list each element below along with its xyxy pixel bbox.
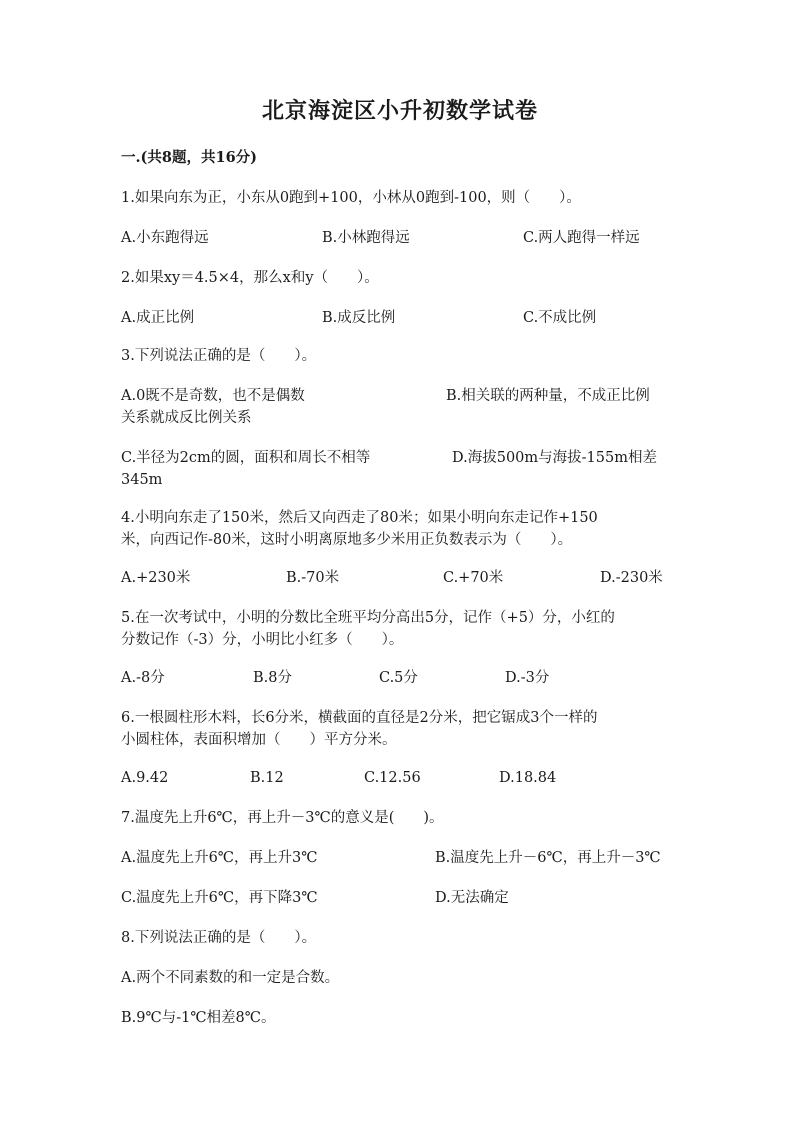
question-1-stem: 1.如果向东为正，小东从0跑到+100，小林从0跑到-100，则（ ）。 bbox=[121, 190, 581, 206]
question-3-option-b: B.相关联的两种量，不成正比例 bbox=[446, 388, 650, 404]
question-5-option-c: C.5分 bbox=[379, 670, 418, 686]
question-8-option-b: B.9℃与-1℃相差8℃。 bbox=[121, 1010, 276, 1026]
question-5-option-b: B.8分 bbox=[253, 670, 292, 686]
question-6-option-b: B.12 bbox=[250, 770, 284, 786]
question-7-option-d: D.无法确定 bbox=[435, 890, 509, 906]
question-6-option-c: C.12.56 bbox=[364, 770, 421, 786]
question-5-option-d: D.-3分 bbox=[505, 670, 550, 686]
section-heading: 一.(共8题，共16分) bbox=[121, 149, 258, 166]
question-8-stem: 8.下列说法正确的是（ ）。 bbox=[121, 930, 317, 946]
question-5-option-a: A.-8分 bbox=[121, 670, 165, 686]
question-6-option-d: D.18.84 bbox=[499, 770, 557, 786]
question-4-option-d: D.-230米 bbox=[600, 570, 663, 586]
question-6-stem-line-1: 6.一根圆柱形木料，长6分米，横截面的直径是2分米，把它锯成3个一样的 bbox=[121, 710, 598, 726]
page-title: 北京海淀区小升初数学试卷 bbox=[261, 98, 538, 124]
question-5-stem-line-2: 分数记作（-3）分，小明比小红多（ ）。 bbox=[121, 632, 404, 648]
question-6-stem-line-2: 小圆柱体，表面积增加（ ）平方分米。 bbox=[121, 732, 397, 748]
question-2-option-c: C.不成比例 bbox=[523, 310, 597, 326]
question-1-option-b: B.小林跑得远 bbox=[322, 230, 410, 246]
question-4-option-b: B.-70米 bbox=[286, 570, 340, 586]
question-7-option-b: B.温度先上升－6℃，再上升－3℃ bbox=[435, 850, 661, 866]
question-7-stem: 7.温度先上升6℃，再上升－3℃的意义是( )。 bbox=[121, 810, 444, 826]
question-3-option-d-cont: 345m bbox=[121, 472, 163, 488]
question-3-option-b-cont: 关系就成反比例关系 bbox=[121, 410, 252, 426]
question-4-stem-line-1: 4.小明向东走了150米，然后又向西走了80米；如果小明向东走记作+150 bbox=[121, 510, 598, 526]
question-2-stem: 2.如果xy＝4.5×4，那么x和y（ ）。 bbox=[121, 270, 379, 286]
question-4-stem-line-2: 米，向西记作-80米，这时小明离原地多少米用正负数表示为（ ）。 bbox=[121, 532, 573, 548]
question-3-stem: 3.下列说法正确的是（ ）。 bbox=[121, 348, 317, 364]
question-1-option-c: C.两人跑得一样远 bbox=[523, 230, 640, 246]
question-8-option-a: A.两个不同素数的和一定是合数。 bbox=[121, 970, 340, 986]
question-7-option-c: C.温度先上升6℃，再下降3℃ bbox=[121, 890, 318, 906]
question-2-option-b: B.成反比例 bbox=[322, 310, 396, 326]
question-5-stem-line-1: 5.在一次考试中，小明的分数比全班平均分高出5分，记作（+5）分，小红的 bbox=[121, 610, 615, 626]
question-3-option-a: A.0既不是奇数，也不是偶数 bbox=[121, 388, 305, 404]
question-7-option-a: A.温度先上升6℃，再上升3℃ bbox=[121, 850, 318, 866]
question-4-option-a: A.+230米 bbox=[121, 570, 191, 586]
question-4-option-c: C.+70米 bbox=[443, 570, 504, 586]
question-3-option-d: D.海拔500m与海拔-155m相差 bbox=[452, 450, 657, 466]
question-3-option-c: C.半径为2cm的圆，面积和周长不相等 bbox=[121, 450, 371, 466]
question-6-option-a: A.9.42 bbox=[121, 770, 169, 786]
question-2-option-a: A.成正比例 bbox=[121, 310, 195, 326]
question-1-option-a: A.小东跑得远 bbox=[121, 230, 209, 246]
